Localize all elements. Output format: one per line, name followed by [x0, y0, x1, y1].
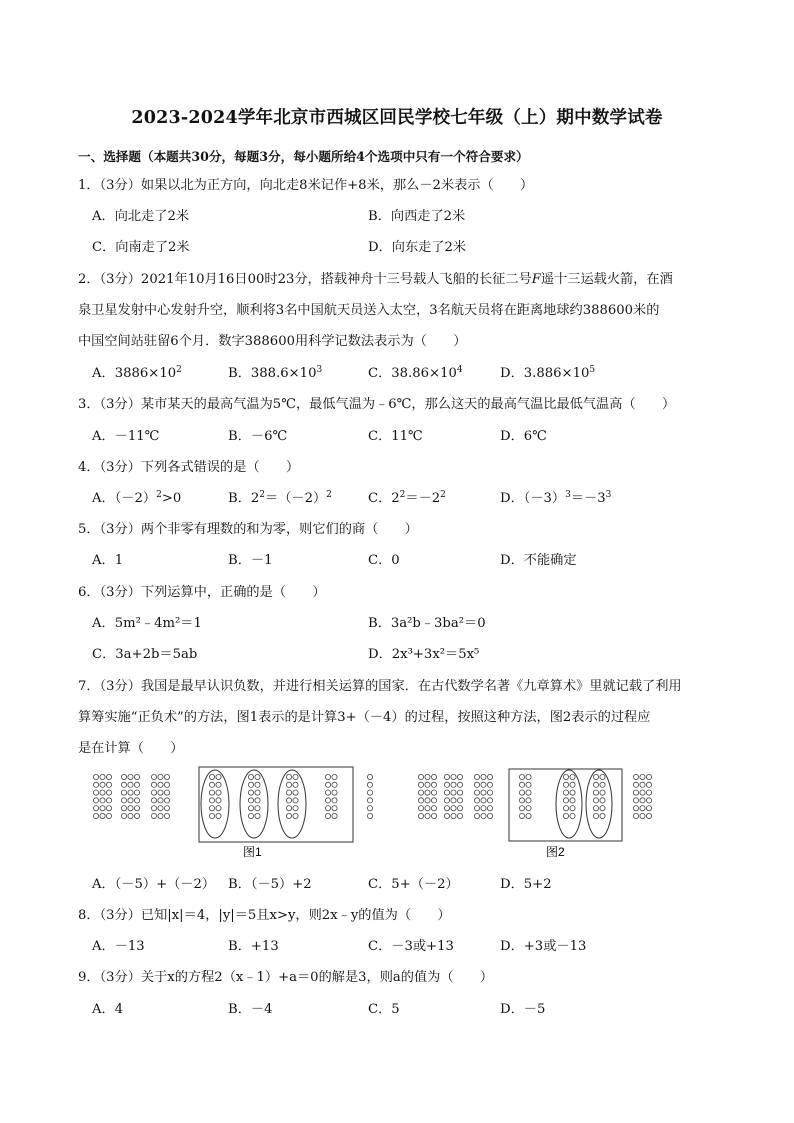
rod-dot — [481, 790, 486, 795]
rod-dot — [209, 798, 214, 803]
rod-dot — [418, 774, 423, 779]
question-7-stem: 7．（3分）我国是最早认识负数，并进行相关运算的国家．在古代数学名著《九章算术》里就记载了利用 — [78, 679, 682, 694]
question-6-option-c[interactable]: C．3a+2b＝5ab — [92, 647, 198, 662]
rod-dot — [425, 782, 430, 787]
rod-dot — [600, 774, 605, 779]
rod-dot — [526, 790, 531, 795]
rod-dot — [128, 806, 133, 811]
rod-dot — [286, 813, 291, 818]
question-1-option-b[interactable]: B．向西走了2米 — [368, 209, 466, 224]
question-1-stem: 1．（3分）如果以北为正方向，向北走8米记作+8米，那么－2米表示（ ） — [78, 178, 534, 193]
question-8-option-b[interactable]: B．+13 — [228, 939, 279, 954]
rod-dot — [248, 782, 253, 787]
rod-dot — [563, 774, 568, 779]
rod-dot — [128, 782, 133, 787]
counting-rods-diagram — [88, 765, 688, 861]
rod-dot — [526, 774, 531, 779]
rod-dot — [325, 813, 330, 818]
rod-dot — [418, 813, 423, 818]
rod-dot — [93, 813, 98, 818]
rod-dot — [367, 782, 372, 787]
rod-dot — [121, 798, 126, 803]
rod-dot — [487, 806, 492, 811]
rod-dot — [425, 774, 430, 779]
question-9-option-a[interactable]: A．4 — [92, 1002, 124, 1017]
rod-dot — [255, 813, 260, 818]
rod-dot — [134, 813, 139, 818]
rod-dot — [209, 774, 214, 779]
question-4-option-c[interactable]: C．$2^2=-2^2$ — [368, 490, 446, 506]
question-7-option-d[interactable]: D．5+2 — [500, 877, 552, 892]
rod-dot — [570, 798, 575, 803]
rod-dot — [633, 798, 638, 803]
question-4-stem: 4．（3分）下列各式错误的是（ ） — [78, 460, 300, 475]
rod-dot — [164, 813, 169, 818]
rod-dot — [431, 813, 436, 818]
rod-dot — [332, 806, 337, 811]
question-2-stem-line2: 泉卫星发射中心发射升空，顺利将3名中国航天员送入太空，3名航天员将在距离地球约388600米的 — [78, 303, 660, 318]
rod-dot — [519, 806, 524, 811]
figure-2 — [418, 769, 651, 841]
rod-dot — [457, 813, 462, 818]
rod-dot — [255, 782, 260, 787]
rod-dot — [121, 774, 126, 779]
rod-dot — [93, 774, 98, 779]
rod-dot — [158, 798, 163, 803]
rod-dot — [293, 782, 298, 787]
rod-dot — [640, 774, 645, 779]
rod-dot — [248, 774, 253, 779]
rod-dot — [451, 806, 456, 811]
rod-dot — [570, 813, 575, 818]
question-6-option-a[interactable]: A．5m²﹣4m²＝1 — [92, 616, 202, 631]
question-5-option-a[interactable]: A．1 — [92, 553, 124, 568]
rod-dot — [255, 790, 260, 795]
rod-dot — [332, 798, 337, 803]
rod-dot — [367, 774, 372, 779]
rod-dot — [431, 806, 436, 811]
rod-dot — [431, 790, 436, 795]
rod-dot — [519, 790, 524, 795]
rod-dot — [286, 790, 291, 795]
rod-dot — [593, 806, 598, 811]
rod-dot — [216, 798, 221, 803]
rod-dot — [425, 806, 430, 811]
rod-dot — [600, 790, 605, 795]
rod-dot — [457, 774, 462, 779]
rod-dot — [457, 782, 462, 787]
rod-dot — [487, 774, 492, 779]
question-2-option-b[interactable]: B．$388.6\times 10^3$ — [228, 365, 323, 381]
rod-dot — [563, 806, 568, 811]
rod-group-oval — [556, 770, 582, 838]
rod-dot — [474, 782, 479, 787]
rod-dot — [286, 806, 291, 811]
rod-dot — [158, 790, 163, 795]
rod-dot — [570, 806, 575, 811]
question-1-option-a[interactable]: A．向北走了2米 — [92, 209, 190, 224]
rod-dot — [134, 790, 139, 795]
question-4-option-b[interactable]: B．$2^2=(-2)^2$ — [228, 490, 332, 506]
rod-dot — [325, 782, 330, 787]
rod-dot — [481, 798, 486, 803]
question-3-option-d[interactable]: D．6℃ — [500, 429, 547, 444]
rod-dot — [325, 806, 330, 811]
rod-dot — [451, 813, 456, 818]
question-2-stem-line3: 中国空间站驻留6个月．数字388600用科学记数法表示为（ ） — [78, 334, 467, 349]
rod-dot — [367, 798, 372, 803]
rod-dot — [151, 813, 156, 818]
rod-dot — [164, 774, 169, 779]
rod-dot — [93, 790, 98, 795]
rod-dot — [519, 774, 524, 779]
rod-dot — [151, 790, 156, 795]
rod-dot — [293, 798, 298, 803]
rod-dot — [248, 806, 253, 811]
rod-dot — [332, 782, 337, 787]
question-6-option-d[interactable]: D．2x³+3x²＝5x⁵ — [368, 647, 480, 662]
rod-dot — [633, 790, 638, 795]
rod-dot — [519, 798, 524, 803]
rod-dot — [474, 790, 479, 795]
rod-dot — [640, 782, 645, 787]
rod-group-oval — [278, 770, 306, 838]
rod-dot — [151, 774, 156, 779]
rod-dot — [646, 798, 651, 803]
rod-dot — [158, 774, 163, 779]
rod-dot — [646, 774, 651, 779]
rod-dot — [151, 806, 156, 811]
rod-dot — [248, 790, 253, 795]
rod-dot — [425, 798, 430, 803]
rod-dot — [526, 798, 531, 803]
question-2-stem: 2．（3分）2021年10月16日00时23分，搭载神舟十三号载人飞船的长征二号F遥十三运载火箭，在酒 — [78, 272, 673, 287]
question-3-option-b[interactable]: B．－6℃ — [228, 429, 288, 444]
rod-dot — [633, 806, 638, 811]
rod-group-oval — [586, 770, 612, 838]
rod-dot — [332, 774, 337, 779]
rod-dot — [209, 806, 214, 811]
rod-dot — [633, 813, 638, 818]
rod-dot — [286, 798, 291, 803]
rod-dot — [526, 806, 531, 811]
rod-dot — [457, 790, 462, 795]
rod-dot — [481, 782, 486, 787]
rod-dot — [255, 798, 260, 803]
counting-rods-figures — [88, 765, 688, 865]
rod-dot — [646, 782, 651, 787]
question-5-stem: 5．（3分）两个非零有理数的和为零，则它们的商（ ） — [78, 522, 418, 537]
rod-dot — [646, 813, 651, 818]
rod-dot — [646, 790, 651, 795]
figure-1 — [93, 767, 372, 842]
rod-dot — [646, 806, 651, 811]
rod-group-oval — [201, 770, 229, 838]
question-9-option-b[interactable]: B．－4 — [228, 1002, 273, 1017]
rod-dot — [487, 813, 492, 818]
question-8-option-c[interactable]: C．－3或+13 — [368, 939, 454, 954]
rod-dot — [121, 782, 126, 787]
rod-dot — [451, 774, 456, 779]
rod-dot — [367, 790, 372, 795]
rod-dot — [593, 782, 598, 787]
rod-dot — [121, 790, 126, 795]
rod-dot — [431, 774, 436, 779]
page-title: 2023-2024学年北京市西城区回民学校七年级（上）期中数学试卷 — [131, 108, 663, 128]
rod-dot — [570, 790, 575, 795]
rod-dot — [444, 806, 449, 811]
rod-dot — [487, 782, 492, 787]
rod-dot — [570, 782, 575, 787]
rod-dot — [425, 813, 430, 818]
rod-dot — [563, 790, 568, 795]
rod-dot — [100, 806, 105, 811]
rod-dot — [216, 813, 221, 818]
rod-dot — [128, 774, 133, 779]
rod-dot — [100, 790, 105, 795]
rod-dot — [293, 813, 298, 818]
rod-dot — [640, 806, 645, 811]
rod-dot — [128, 813, 133, 818]
rod-dot — [106, 782, 111, 787]
question-3-stem: 3．（3分）某市某天的最高气温为5℃，最低气温为﹣6℃，那么这天的最高气温比最低气温高（ ） — [78, 397, 676, 412]
rod-dot — [209, 790, 214, 795]
rod-dot — [640, 790, 645, 795]
rod-dot — [474, 798, 479, 803]
rod-dot — [418, 782, 423, 787]
question-7-stem-line2: 算筹实施“正负术”的方法，图1表示的是计算3+（－4）的过程，按照这种方法，图2表示的过程应 — [78, 710, 651, 725]
rod-dot — [286, 782, 291, 787]
rod-dot — [457, 798, 462, 803]
rod-dot — [151, 782, 156, 787]
question-4-option-d[interactable]: D．$(-3)^3=-3^3$ — [500, 490, 612, 506]
question-9-option-c[interactable]: C．5 — [368, 1002, 400, 1017]
rod-dot — [474, 813, 479, 818]
rod-dot — [255, 774, 260, 779]
question-2-option-c[interactable]: C．$38.86\times 10^4$ — [368, 365, 463, 381]
rod-dot — [593, 774, 598, 779]
rod-dot — [106, 806, 111, 811]
rod-dot — [164, 782, 169, 787]
rod-dot — [640, 813, 645, 818]
rod-dot — [209, 782, 214, 787]
rod-dot — [325, 774, 330, 779]
rod-dot — [600, 813, 605, 818]
rod-dot — [158, 813, 163, 818]
question-7-option-b[interactable]: B．（－5）+2 — [228, 877, 312, 892]
rod-dot — [519, 782, 524, 787]
figure-1-label: 图1 — [243, 845, 262, 859]
question-3-option-c[interactable]: C．11℃ — [368, 429, 423, 444]
rod-dot — [451, 798, 456, 803]
rod-dot — [164, 806, 169, 811]
question-8-option-d[interactable]: D．+3或－13 — [500, 939, 587, 954]
rod-dot — [367, 813, 372, 818]
rod-dot — [293, 774, 298, 779]
rod-dot — [134, 782, 139, 787]
rod-dot — [128, 798, 133, 803]
rod-dot — [106, 790, 111, 795]
rod-dot — [248, 798, 253, 803]
question-7-option-c[interactable]: C．5+（－2） — [368, 877, 459, 892]
question-4-option-a[interactable]: A．$(-2)^2>0$ — [92, 490, 182, 506]
rod-dot — [332, 790, 337, 795]
rod-dot — [444, 790, 449, 795]
question-6-option-b[interactable]: B．3a²b﹣3ba²＝0 — [368, 616, 486, 631]
rod-dot — [444, 774, 449, 779]
rod-dot — [444, 798, 449, 803]
rod-dot — [593, 790, 598, 795]
rod-dot — [633, 774, 638, 779]
rod-dot — [216, 782, 221, 787]
rod-dot — [216, 790, 221, 795]
rod-dot — [487, 798, 492, 803]
rod-dot — [248, 813, 253, 818]
question-5-option-d[interactable]: D．不能确定 — [500, 553, 577, 568]
rod-dot — [255, 806, 260, 811]
question-2-option-d[interactable]: D．$3.886\times 10^5$ — [500, 365, 596, 381]
rod-dot — [593, 798, 598, 803]
rod-dot — [134, 798, 139, 803]
rod-dot — [134, 806, 139, 811]
rod-dot — [526, 813, 531, 818]
question-1-option-d[interactable]: D．向东走了2米 — [368, 240, 467, 255]
rod-dot — [526, 782, 531, 787]
rod-dot — [100, 798, 105, 803]
rod-dot — [633, 782, 638, 787]
rod-dot — [563, 798, 568, 803]
rod-dot — [481, 806, 486, 811]
rod-dot — [418, 798, 423, 803]
rod-dot — [93, 806, 98, 811]
question-9-stem: 9．（3分）关于x的方程2（x﹣1）+a＝0的解是3，则a的值为（ ） — [78, 970, 494, 985]
rod-dot — [164, 790, 169, 795]
rod-dot — [128, 790, 133, 795]
section-heading: 一、选择题（本题共30分，每题3分，每小题所给4个选项中只有一个符合要求） — [78, 149, 529, 164]
rod-dot — [100, 782, 105, 787]
question-8-option-a[interactable]: A．－13 — [92, 939, 145, 954]
rod-dot — [325, 798, 330, 803]
rod-dot — [121, 813, 126, 818]
rod-dot — [93, 798, 98, 803]
rod-dot — [293, 790, 298, 795]
rod-dot — [418, 790, 423, 795]
rod-dot — [563, 813, 568, 818]
rod-dot — [444, 813, 449, 818]
rod-dot — [216, 806, 221, 811]
rod-dot — [164, 798, 169, 803]
rod-dot — [100, 813, 105, 818]
rod-dot — [563, 782, 568, 787]
rod-dot — [367, 806, 372, 811]
question-5-option-c[interactable]: C．0 — [368, 553, 400, 568]
rod-dot — [481, 813, 486, 818]
rod-dot — [100, 774, 105, 779]
question-3-option-a[interactable]: A．－11℃ — [92, 429, 160, 444]
rod-dot — [640, 798, 645, 803]
rod-dot — [600, 806, 605, 811]
rod-dot — [93, 782, 98, 787]
rod-dot — [519, 813, 524, 818]
rod-dot — [216, 774, 221, 779]
rod-dot — [457, 806, 462, 811]
rod-dot — [158, 806, 163, 811]
rod-dot — [209, 813, 214, 818]
rod-dot — [425, 790, 430, 795]
rod-dot — [451, 790, 456, 795]
rod-dot — [134, 774, 139, 779]
question-6-stem: 6．（3分）下列运算中，正确的是（ ） — [78, 585, 326, 600]
rod-dot — [431, 798, 436, 803]
question-5-option-b[interactable]: B．－1 — [228, 553, 273, 568]
rod-dot — [106, 774, 111, 779]
question-1-option-c[interactable]: C．向南走了2米 — [92, 240, 190, 255]
question-8-stem: 8．（3分）已知|x|＝4，|y|＝5且x>y，则2x﹣y的值为（ ） — [78, 908, 451, 923]
rod-dot — [293, 806, 298, 811]
rod-dot — [570, 774, 575, 779]
rod-dot — [121, 806, 126, 811]
rod-dot — [474, 806, 479, 811]
rod-dot — [600, 798, 605, 803]
rod-dot — [286, 774, 291, 779]
rod-group-oval — [240, 770, 268, 838]
question-9-option-d[interactable]: D．－5 — [500, 1002, 546, 1017]
rod-dot — [106, 798, 111, 803]
rod-dot — [151, 798, 156, 803]
rod-dot — [431, 782, 436, 787]
rod-dot — [332, 813, 337, 818]
rod-dot — [481, 774, 486, 779]
rod-dot — [487, 790, 492, 795]
rod-dot — [451, 782, 456, 787]
rod-dot — [600, 782, 605, 787]
rod-dot — [593, 813, 598, 818]
question-2-option-a[interactable]: A．$3886\times 10^2$ — [92, 365, 182, 381]
rod-dot — [158, 782, 163, 787]
rod-dot — [325, 790, 330, 795]
figure-2-label: 图2 — [546, 845, 565, 859]
question-7-option-a[interactable]: A．（－5）+（－2） — [92, 877, 216, 892]
rod-dot — [106, 813, 111, 818]
rod-dot — [444, 782, 449, 787]
question-7-stem-line3: 是在计算（ ） — [78, 741, 184, 756]
rod-dot — [418, 806, 423, 811]
rod-dot — [474, 774, 479, 779]
